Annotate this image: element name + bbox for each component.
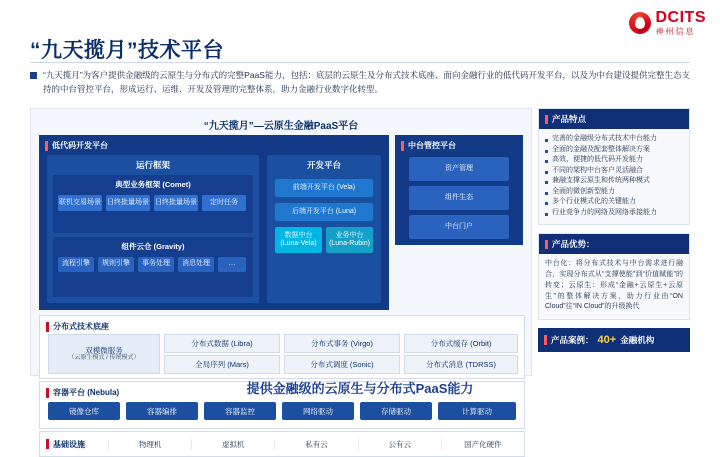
dist-tile[interactable]: 分布式事务 (Virgo) — [284, 334, 400, 353]
dual-mode-microservice[interactable] — [48, 334, 160, 374]
section-mark-icon — [45, 141, 48, 151]
infrastructure-section — [39, 431, 525, 457]
runtime-chip[interactable]: 定时任务 — [202, 195, 246, 211]
section-mark-icon — [545, 115, 548, 124]
page-title: “九天揽月”技术平台 — [30, 39, 224, 62]
feature-item: 不同的架构中台客户灵活融合 — [545, 166, 683, 177]
infrastructure-label: 基础设施 — [40, 439, 108, 450]
right-column — [538, 108, 690, 352]
infra-item[interactable]: 公有云 — [358, 439, 441, 450]
midctl-item[interactable]: 组件生态 — [409, 186, 509, 210]
logo-text — [656, 10, 707, 36]
section-mark-icon — [544, 335, 547, 345]
product-features-header: 产品特点 — [539, 109, 689, 129]
container-item[interactable]: 网络驱动 — [282, 402, 354, 420]
section-mark-icon — [46, 439, 49, 449]
runtime-chip[interactable]: 日终批量场景 — [106, 195, 150, 211]
dist-tile[interactable]: 分布式调度 (Sonic) — [284, 355, 400, 374]
container-item[interactable]: 容器监控 — [204, 402, 276, 420]
dist-tile[interactable]: 分布式数据 (Libra) — [164, 334, 280, 353]
infra-item[interactable]: 私有云 — [274, 439, 357, 450]
title-divider — [30, 62, 690, 63]
typical-business-framework-box — [53, 175, 253, 233]
component-chip[interactable]: 流程引擎 — [58, 257, 94, 272]
feature-item: 完善的金融级分布式技术中台能力 — [545, 134, 683, 145]
runtime-chip[interactable]: 联机交易场景 — [58, 195, 102, 211]
midctl-item[interactable]: 中台门户 — [409, 215, 509, 239]
product-advantages-card — [538, 233, 690, 320]
section-mark-icon — [46, 322, 49, 332]
infra-item[interactable]: 国产化硬件 — [441, 439, 524, 450]
backend-dev-platform[interactable]: 后端开发平台 (Luna) — [275, 203, 373, 221]
container-platform-label: 容器平台 (Nebula) — [46, 387, 119, 398]
intro-block — [30, 68, 690, 96]
component-chip[interactable]: 事务处理 — [138, 257, 174, 272]
dual-mode-title: 双模微服务 — [85, 345, 123, 355]
panel-title: “九天揽月”—云原生金融PaaS平台 — [203, 121, 359, 132]
dist-tile[interactable]: 全局序列 (Mars) — [164, 355, 280, 374]
container-item[interactable]: 容器编排 — [126, 402, 198, 420]
product-advantages-header: 产品优势： — [539, 234, 689, 254]
distributed-base-label: 分布式技术底座 — [46, 321, 109, 332]
brand-logo — [629, 10, 707, 36]
advantages-text: 中台化：将分布式技术与中台需求进行融合，实现分布式从“支撑使能”到“价值赋能”的转变；云原生：形成“金融+云原生+云原生”的整体解决方案，助力行业由“ON Cloud”往“IN Cloud”的升级换代 — [545, 260, 683, 311]
product-cases-card — [538, 328, 690, 352]
product-features-card — [538, 108, 690, 225]
dist-tile[interactable]: 分布式缓存 (Orbit) — [404, 334, 518, 353]
container-item[interactable]: 存储驱动 — [360, 402, 432, 420]
lowcode-platform-label: 低代码开发平台 — [45, 140, 108, 151]
intro-text: “九天揽月”为客户提供金融级的云原生与分布式的完整PaaS能力，包括：底层的云原生及分布式技术底座、面向金融行业的低代码开发平台，以及为中台建设提供完整生态支持的中台管控平台，形成运行、运维、开发及管理的完整体系，助力金融行业数字化转型。 — [43, 70, 690, 95]
feature-item: 高效、便捷的低代码开发能力 — [545, 155, 683, 166]
runtime-framework-title: 运行框架 — [135, 160, 170, 170]
typical-business-framework-title: 典型业务框架 (Comet) — [115, 180, 191, 189]
feature-item: 兼融支撑云原生和传统两种模式 — [545, 176, 683, 187]
dev-platform-box — [267, 155, 381, 303]
cases-unit: 金融机构 — [620, 335, 655, 346]
feature-item: 行业竞争力的网络及网络承接能力 — [545, 208, 683, 219]
dual-mode-sub: （云原生模式 / 传统模式） — [68, 354, 140, 361]
component-chip[interactable]: 消息处理 — [178, 257, 214, 272]
section-mark-icon — [545, 240, 548, 249]
product-advantages-body — [539, 254, 689, 319]
infra-item[interactable]: 物理机 — [108, 439, 191, 450]
runtime-chip[interactable]: 日终批量场景 — [154, 195, 198, 211]
feature-item: 多个行业模式化的关键能力 — [545, 197, 683, 208]
midplatform-control-label: 中台管控平台 — [401, 140, 456, 151]
component-chip[interactable]: 规则引擎 — [98, 257, 134, 272]
logo-en: DCITS — [655, 9, 706, 26]
infra-item[interactable]: 虚拟机 — [191, 439, 274, 450]
feature-item: 全面的微创新型能力 — [545, 187, 683, 198]
data-midplatform[interactable]: 数据中台 (Luna-Vela) — [275, 227, 322, 253]
dev-platform-title: 开发平台 — [306, 160, 341, 170]
container-item[interactable]: 镜像仓库 — [48, 402, 120, 420]
distributed-base-section — [39, 315, 525, 379]
section-mark-icon — [401, 141, 404, 151]
product-features-list — [539, 129, 689, 224]
component-cloud-box — [53, 237, 253, 297]
lowcode-platform-section — [39, 135, 389, 310]
cases-number: 40+ — [597, 334, 617, 347]
component-cloud-title: 组件云仓 (Gravity) — [121, 242, 185, 251]
cases-title: 产品案例： — [551, 335, 594, 346]
business-midplatform[interactable]: 业务中台 (Luna-Rubin) — [326, 227, 373, 253]
bullet-square-icon — [30, 72, 37, 79]
footer-caption: 提供金融级的云原生与分布式PaaS能力 — [246, 381, 474, 396]
feature-item: 全面的金融及配套整体解决方案 — [545, 145, 683, 156]
dist-tile[interactable]: 分布式消息 (TDRSS) — [404, 355, 518, 374]
logo-cn: 神州信息 — [655, 27, 696, 36]
midplatform-control-section — [395, 135, 523, 245]
runtime-framework-box — [47, 155, 259, 303]
container-item[interactable]: 计算驱动 — [438, 402, 516, 420]
midctl-item[interactable]: 资产管理 — [409, 157, 509, 181]
logo-mark-icon — [629, 12, 651, 34]
component-chip[interactable]: … — [218, 257, 246, 272]
frontend-dev-platform[interactable]: 前端开发平台 (Vela) — [275, 179, 373, 197]
